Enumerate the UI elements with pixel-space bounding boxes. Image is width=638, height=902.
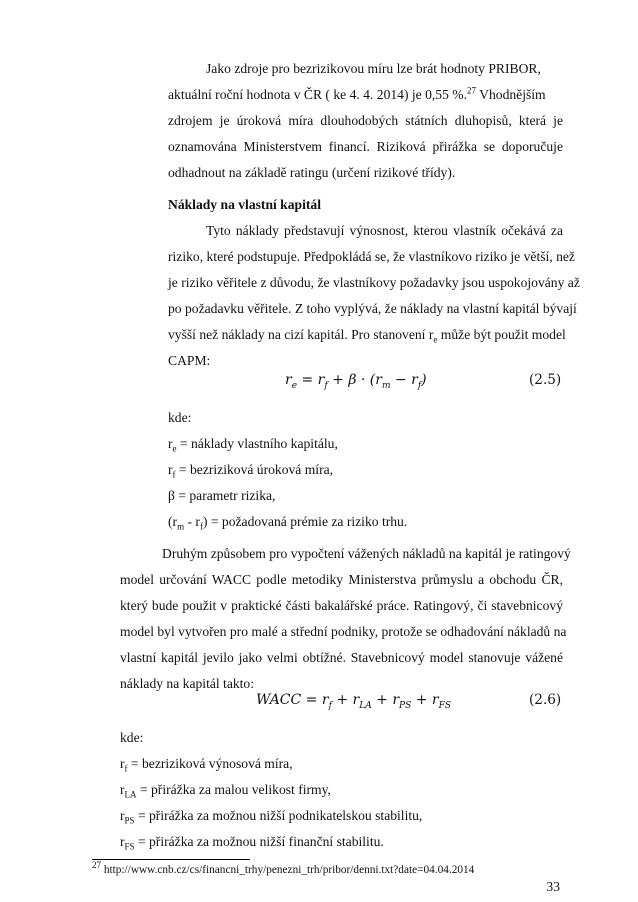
definition-risk-premium: $(r_m - r_f)$ = požadovaná prémie za riziko trhu.: [168, 514, 408, 532]
para2-line5: vyšší než náklady na cizí kapitál. Pro stanovení $r_e$ může být použit model: [168, 327, 566, 345]
para1-line5: odhadnout na základě ratingu (určení rizikové třídy).: [168, 165, 456, 180]
definition-re: $r_e$ = náklady vlastního kapitálu,: [168, 436, 338, 454]
para2-line1: Tyto náklady představují výnosnost, kterou vlastník očekává za: [206, 223, 563, 238]
para3-line4: model byl vytvořen pro malé a střední podniky, protože se odhadování nákladů na: [120, 624, 567, 639]
footnote-mark: 27: [92, 860, 101, 871]
para1-line2-text: aktuální roční hodnota v ČR ( ke 4. 4. 2014) je 0,55 %.$^{27}$ Vhodnějším: [168, 85, 546, 102]
equation-2-5: $r_e = r_f + \beta \cdot (r_m - r_f)$: [285, 372, 427, 391]
where-label-1: kde:: [168, 410, 192, 425]
footnote-link[interactable]: http://www.cnb.cz/cs/financni_trhy/penezni_trh/pribor/denni.txt?date=04.04.2014: [101, 864, 475, 876]
equation-2-6: WACC = $r_f + r_{LA} + r_{PS} + r_{FS}$: [256, 692, 452, 711]
para3-line1: Druhým způsobem pro vypočtení vážených nákladů na kapitál je ratingový: [162, 546, 571, 561]
para2-line3: je riziko věřitele z důvodu, že vlastníkovy požadavky jsou uspokojovány až: [168, 275, 580, 290]
para3-line2: model určování WACC podle metodiky Ministerstva průmyslu a obchodu ČR,: [120, 572, 563, 587]
para3-line6: náklady na kapitál takto:: [120, 676, 255, 691]
definition-rla: $r_{LA}$ = přirážka za malou velikost firmy,: [120, 782, 331, 800]
para3-line3: který bude použit v praktické části bakalářské práce. Ratingový, či stavebnicový: [120, 598, 563, 613]
para1-line2: [168, 87, 563, 103]
section-heading: Náklady na vlastní kapitál: [168, 197, 321, 212]
definition-beta: β = parametr rizika,: [168, 488, 276, 503]
equation-2-6-number: (2.6): [529, 692, 562, 708]
footnote-separator: [92, 859, 250, 860]
equation-2-5-number: (2.5): [529, 372, 562, 388]
page-number: 33: [546, 879, 560, 894]
para1-line4: oznamována Ministerstvem financí. Riziková přirážka se doporučuje: [168, 139, 563, 154]
definition-rf-2: $r_f$ = bezriziková výnosová míra,: [120, 756, 293, 774]
para2-line6: CAPM:: [168, 353, 211, 368]
footnote: [92, 860, 475, 876]
definition-rps: $r_{PS}$ = přirážka za možnou nižší podnikatelskou stabilitu,: [120, 808, 423, 826]
para1-line1: Jako zdroje pro bezrizikovou míru lze brát hodnoty PRIBOR,: [206, 61, 541, 76]
definition-rfs: $r_{FS}$ = přirážka za možnou nižší finanční stabilitu.: [120, 834, 384, 852]
para2-line2: riziko, které podstupuje. Předpokládá se, že vlastníkovo riziko je větší, než: [168, 249, 575, 264]
footnote-ref[interactable]: 27: [467, 85, 477, 96]
para2-line4: po požadavku věřitele. Z toho vyplývá, že náklady na vlastní kapitál bývají: [168, 301, 577, 316]
para3-line5: vlastní kapitál jevilo jako velmi obtížné. Stavebnicový model stanovuje vážené: [120, 650, 563, 665]
definition-rf: $r_f$ = bezriziková úroková míra,: [168, 462, 334, 480]
para1-line3: zdrojem je úroková míra dlouhodobých státních dluhopisů, která je: [168, 113, 563, 128]
where-label-2: kde:: [120, 730, 144, 745]
